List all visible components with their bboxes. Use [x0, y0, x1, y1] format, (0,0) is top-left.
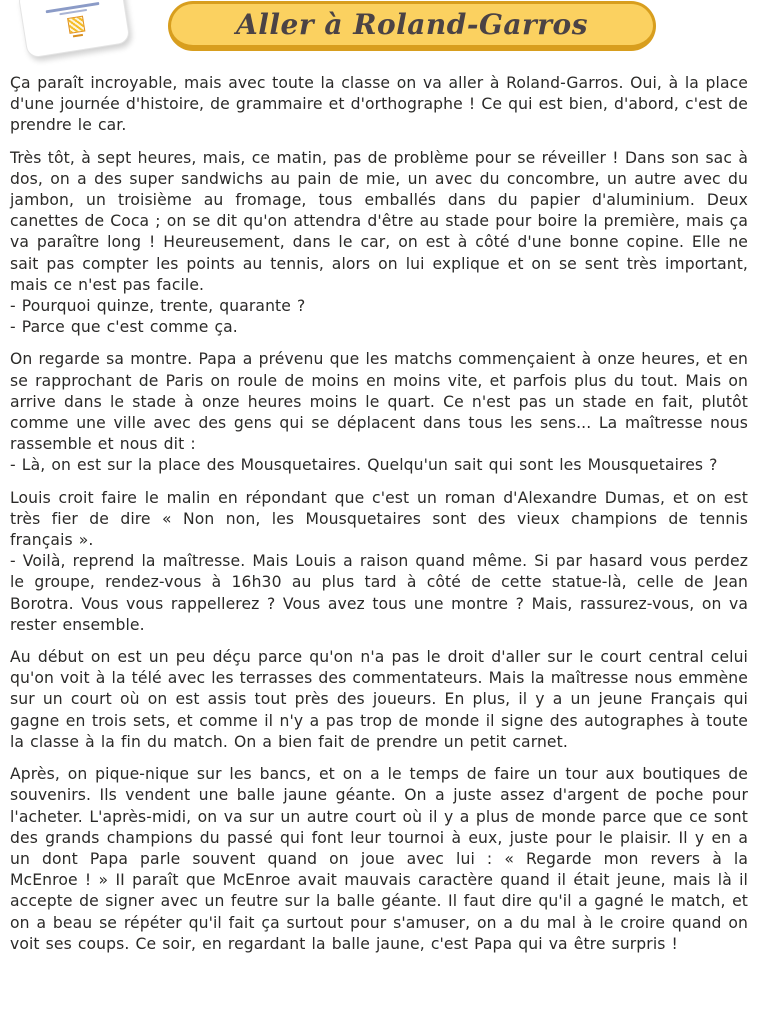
story-text	[10, 73, 748, 955]
dialogue-pourquoi: - Pourquoi quinze, trente, quarante ?	[10, 297, 306, 316]
publisher-logo-card	[17, 0, 130, 59]
dialogue-mousquetaires: - Là, on est sur la place des Mousquetaires. Quelqu'un sait qui sont les Mousquetaires ?	[10, 456, 718, 475]
paragraph-arrivee: On regarde sa montre. Papa a prévenu que les matchs commençaient à onze heures, et en se rapprochant de Paris on roule de moins en moins vite, et parfois plus du tout. Mais on arrive dans le stade à onze heures moins le quart. Ce n'est pas un stade en fait, plutôt comme une ville avec des gens qui se déplacent dans tous les sens... La maîtresse nous rassemble et nous dit :	[10, 350, 748, 454]
paragraph-apres-midi: Après, on pique-nique sur les bancs, et on a le temps de faire un tour aux boutiques de souvenirs. Ils vendent une balle jaune géante. On a juste assez d'argent de poche pour l'acheter. L'après-midi, on va sur un autre court où il y a plus de monde parce que ce sont des grands champions du passé qui font leur tournoi à eux, juste pour le plaisir. Il y en a un dont Papa parle souvent quand on joue avec lui : « Regarde mon revers à la McEnroe ! » II paraît que McEnroe avait mauvais caractère quand il était jeune, mais là il accepte de signer avec un feutre sur la balle géante. Il faut dire qu'il a gagné le match, et on a beau se répéter qu'il fait ça surtout pour s'amuser, on a du mal à le croire quand on voit ses coups. Ce soir, en regardant la balle jaune, c'est Papa qui va être surpris !	[10, 765, 748, 953]
paragraph-departure: Très tôt, à sept heures, mais, ce matin, pas de problème pour se réveiller ! Dans son sac à dos, on a des super sandwichs au pain de mie, un avec du concombre, un autre avec du jambon, un troisième au fromage, tous emballés dans du papier d'aluminium. Deux canettes de Coca ; on se dit qu'on attendra d'être au stade pour boire la première, mais ça va paraître long ! Heureusement, dans le car, on est à côté d'une bonne copine. Elle ne sait pas compter les points au tennis, alors on lui explique et on se sent très important, mais ce n'est pas facile.	[10, 148, 748, 294]
page-header	[0, 0, 758, 64]
page-title: Aller à Roland-Garros	[236, 8, 588, 41]
paragraph-court: Au début on est un peu déçu parce qu'on n'a pas le droit d'aller sur le court central celui qu'on voit à la télé avec les terrasses des commentateurs. Mais la maîtresse nous emmène sur un court où on est assis tout près des joueurs. En plus, il y a un jeune Français qui gagne en trois sets, et comme il n'y a pas trop de monde il signe des autographes à toute la classe à la fin du match. On a bien fait de prendre un petit carnet.	[10, 648, 748, 751]
logo-emblem-icon	[67, 16, 85, 34]
dialogue-parce-que: - Parce que c'est comme ça.	[10, 318, 238, 337]
paragraph-intro: Ça paraît incroyable, mais avec toute la classe on va aller à Roland-Garros. Oui, à la place d'une journée d'histoire, de grammaire et d'orthographe ! Ce qui est bien, d'abord, c'est de prendre le car.	[10, 74, 748, 135]
dialogue-maitresse: - Voilà, reprend la maîtresse. Mais Louis a raison quand même. Si par hasard vous perdez le groupe, rendez-vous à 16h30 au plus tard à côté de cette statue-là, celle de Jean Borotra. Vous vous rappellerez ? Vous avez tous une montre ? Mais, rassurez-vous, on va rester ensemble.	[10, 552, 748, 634]
paragraph-louis: Louis croit faire le malin en répondant que c'est un roman d'Alexandre Dumas, et on est très fier de dire « Non non, les Mousquetaires sont des vieux champions de tennis français ».	[10, 488, 748, 550]
title-banner	[168, 1, 656, 51]
